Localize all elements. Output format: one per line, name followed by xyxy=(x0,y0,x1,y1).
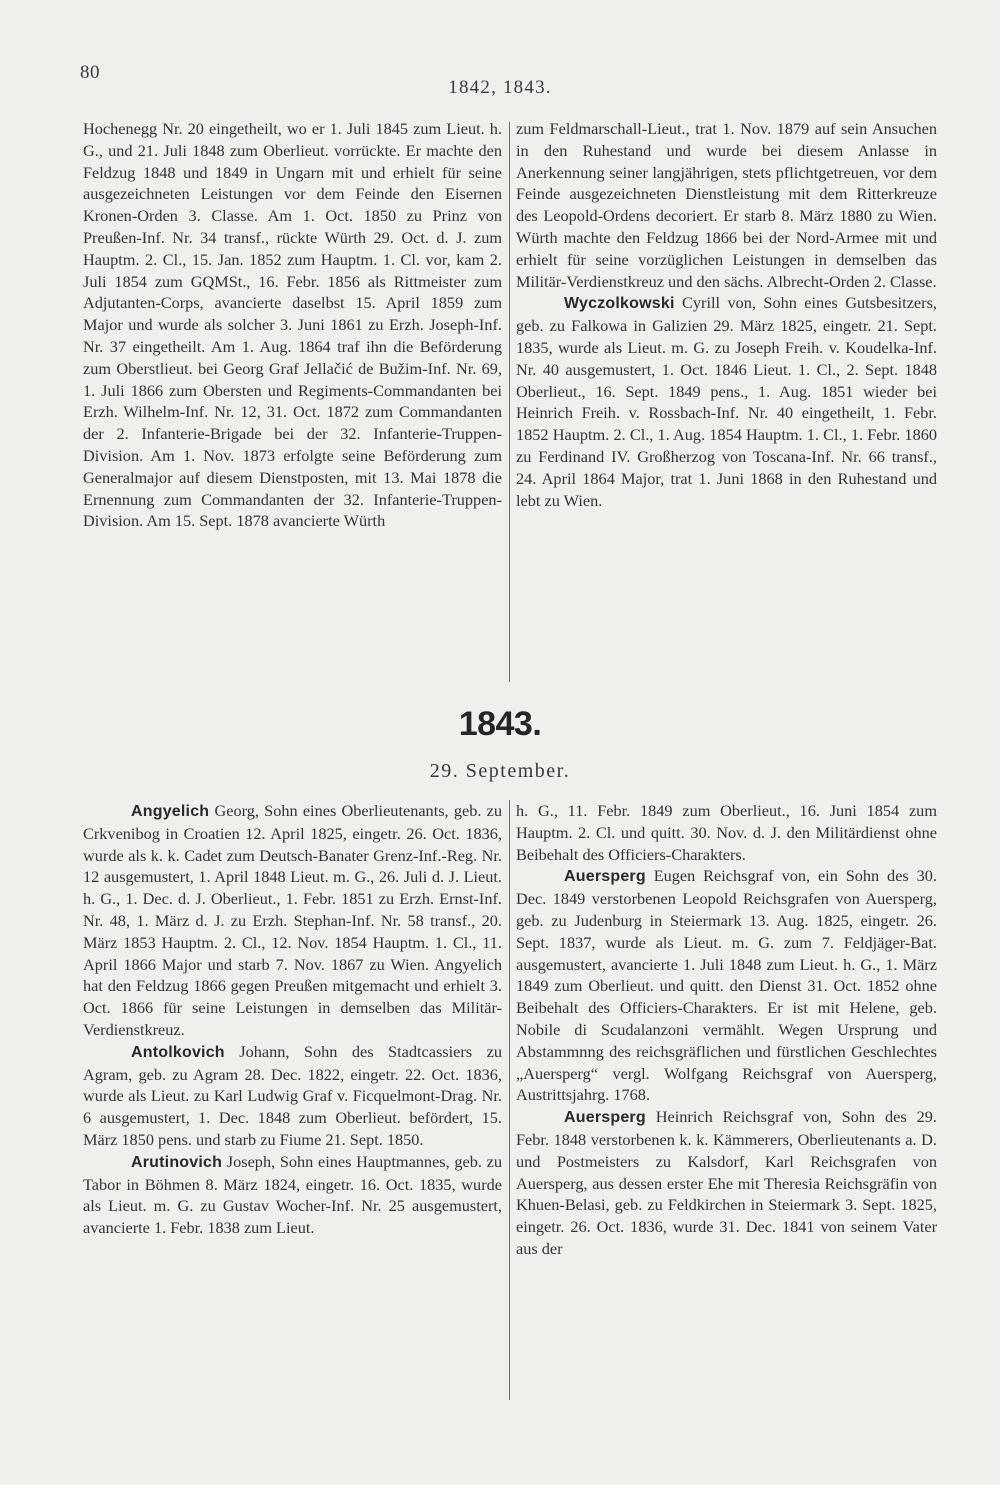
wuerth-entry-end: zum Feldmarschall-Lieut., trat 1. Nov. 1879 auf sein Ansuchen in den Ruhestand und wurde bei diesem Anlasse in Anerkennung seiner langjährigen, stets pflichtgetreuen, vor dem Feinde ausgezeichneten Dienstleistung mit dem Ritterkreuze des Leopold-Ordens decoriert. Er starb 8. März 1880 zu Wien. Würth machte den Feldzug 1866 bei der Nord-Armee mit und erhielt für seine vorzüglichen Leistungen in demselben das Militär-Verdienstkreuz und den sächs. Albrecht-Orden 2. Classe. xyxy=(516,119,937,291)
entry-name: Auersperg xyxy=(564,1109,646,1127)
entry-name: Antolkovich xyxy=(131,1043,225,1061)
section2-right-column xyxy=(516,800,937,1260)
entry-angyelich xyxy=(83,800,502,1041)
wuerth-entry-continuation: Hochenegg Nr. 20 eingetheilt, wo er 1. Juli 1845 zum Lieut. h. G., und 21. Juli 1848 zum Oberlieut. vorrückte. Er machte den Feldzug 1848 und 1849 in Ungarn mit und erhielt für seine ausgezeichneten Leistungen vor dem Feinde den Eisernen Kronen-Orden 3. Classe. Am 1. Oct. 1850 zu Prinz von Preußen-Inf. Nr. 34 transf., rückte Würth 29. Oct. d. J. zum Hauptm. 2. Cl., 15. Jan. 1852 zum Hauptm. 1. Cl. vor, kam 2. Juli 1854 zum GQMSt., 16. Febr. 1856 als Rittmeister zum Adjutanten-Corps, avancierte daselbst 15. April 1859 zum Major und wurde als solcher 3. Juni 1861 zu Erzh. Joseph-Inf. Nr. 37 eingetheilt. Am 1. Aug. 1864 traf ihn die Beförderung zum Oberstlieut. bei Georg Graf Jellačić de Bužim-Inf. Nr. 69, 1. Juli 1866 zum Obersten und Regiments-Commandanten bei Erzh. Wilhelm-Inf. Nr. 12, 31. Oct. 1872 zum Commandanten der 2. Infanterie-Brigade bei der 32. Infanterie-Truppen-Division. Am 1. Nov. 1873 erfolgte seine Beförderung zum Generalmajor auf diesem Dienstposten, mit 13. Mai 1878 die Ernennung zum Commandanten der 32. Infanterie-Truppen-Division. Am 15. Sept. 1878 avancierte Würth xyxy=(83,119,502,531)
section1-right-column xyxy=(516,118,937,511)
entry-wyczolkowski xyxy=(516,292,937,511)
entry-auersperg-heinrich xyxy=(516,1106,937,1260)
arutinovich-entry-continuation: h. G., 11. Febr. 1849 zum Oberlieut., 16. Juni 1854 zum Hauptm. 2. Cl. und quitt. 30. Nov. d. J. den Militärdienst ohne Beibehalt des Officiers-Charakters. xyxy=(516,801,937,864)
entry-name: Angyelich xyxy=(131,803,210,820)
column-divider xyxy=(509,122,510,682)
entry-name: Arutinovich xyxy=(131,1153,223,1171)
entry-text: Eugen Reichsgraf von, ein Sohn des 30. Dec. 1849 verstorbenen Leopold Reichsgrafen von Auersperg, geb. zu Judenburg in Steiermark 13. Aug. 1825, eingetr. 26. Sept. 1837, wurde als Lieut. m. G. zum 7. Feldjäger-Bat. ausgemustert, avancierte 1. Juli 1848 zum Lieut. h. G., 1. März 1849 zum Oberlieut. und quitt. den Dienst 31. Oct. 1852 ohne Beibehalt des Officiers-Charakters. Er ist mit Helene, geb. Nobile di Scudalanzoni vermählt. Wegen Ursprung und Abstammnng des reichsgräflichen und fürstlichen Geschlechtes „Auersperg“ vergl. Wolfgang Reichsgraf von Auersperg, Austrittsjahrg. 1768. xyxy=(516,866,937,1105)
entry-antolkovich xyxy=(83,1041,502,1151)
entry-text: Johann, Sohn des Stadtcassiers zu Agram, geb. zu Agram 28. Dec. 1822, eingetr. 22. Oct. 1836, wurde als Lieut. zu Karl Ludwig Graf v. Ficquelmont-Drag. Nr. 6 ausgemustert, 1. Dec. 1848 zum Oberlieut. befördert, 15. März 1850 pens. und starb zu Fiume 21. Sept. 1850. xyxy=(83,1041,502,1149)
entry-text: Joseph, Sohn eines Hauptmannes, geb. zu Tabor in Böhmen 8. März 1824, eingetr. 16. Oct. 1835, wurde als Lieut. m. G. zu Gustav Wocher-Inf. Nr. 25 ausgemustert, avancierte 1. Febr. 1838 zum Lieut. xyxy=(83,1151,502,1238)
entry-text: Cyrill von, Sohn eines Gutsbesitzers, geb. zu Falkowa in Galizien 29. März 1825, eingetr. 21. Sept. 1835, wurde als Lieut. m. G. zu Joseph Freih. v. Koudelka-Inf. Nr. 40 ausgemustert, 1. Oct. 1846 Lieut. 1. Cl., 2. Sept. 1848 Oberlieut., 16. Sept. 1849 pens., 1. Aug. 1851 wieder bei Heinrich Freih. v. Rossbach-Inf. Nr. 40 eingetheilt, 1. Febr. 1852 Hauptm. 2. Cl., 1. Aug. 1854 Hauptm. 1. Cl., 1. Febr. 1860 zu Ferdinand IV. Großherzog von Toscana-Inf. Nr. 66 transf., 24. April 1864 Major, trat 1. Juni 1868 in den Ruhestand und lebt zu Wien. xyxy=(516,293,937,510)
section1-left-column xyxy=(83,118,502,532)
entry-text: Georg, Sohn eines Oberlieutenants, geb. zu Crkvenibog in Croatien 12. April 1825, eingetr. 26. Oct. 1836, wurde als k. k. Cadet zum Deutsch-Banater Grenz-Inf.-Reg. Nr. 12 ausgemustert, 1. April 1848 Lieut. m. G., 26. Juli d. J. Lieut. h. G., 1. Dec. d. J. Oberlieut., 1. Febr. 1851 zu Erzh. Ernst-Inf. Nr. 48, 1. März d. J. zu Erzh. Stephan-Inf. Nr. 58 transf., 20. März 1853 Hauptm. 2. Cl., 12. Nov. 1854 Hauptm. 1. Cl., 11. April 1866 Major und starb 7. Nov. 1867 zu Wien. Angyelich hat den Feldzug 1866 gegen Preußen mitgemacht und erhielt 3. Oct. 1866 für seine Leistungen in demselben das Militär-Verdienstkreuz. xyxy=(83,801,502,1039)
entry-name: Wyczolkowski xyxy=(564,295,675,313)
entry-arutinovich xyxy=(83,1151,502,1239)
running-head: 1842, 1843. xyxy=(448,77,552,98)
date-heading: 29. September. xyxy=(429,760,571,782)
page-number: 80 xyxy=(80,62,100,83)
entry-name: Auersperg xyxy=(564,868,646,886)
entry-text: Heinrich Reichsgraf von, Sohn des 29. Febr. 1848 verstorbenen k. k. Kämmerers, Oberlieutenants a. D. und Postmeisters zu Kalsdorf, Karl Reichsgrafen von Auersperg, aus dessen erster Ehe mit Theresia Reichsgräfin von Khuen-Belasi, geb. zu Feldkirchen in Steiermark 3. Sept. 1825, eingetr. 26. Oct. 1836, wurde 31. Dec. 1841 von seinem Vater aus der xyxy=(516,1107,937,1258)
entry-auersperg-eugen xyxy=(516,865,937,1106)
column-divider xyxy=(509,800,510,1400)
section2-left-column xyxy=(83,800,502,1239)
year-heading: 1843. xyxy=(458,705,542,743)
